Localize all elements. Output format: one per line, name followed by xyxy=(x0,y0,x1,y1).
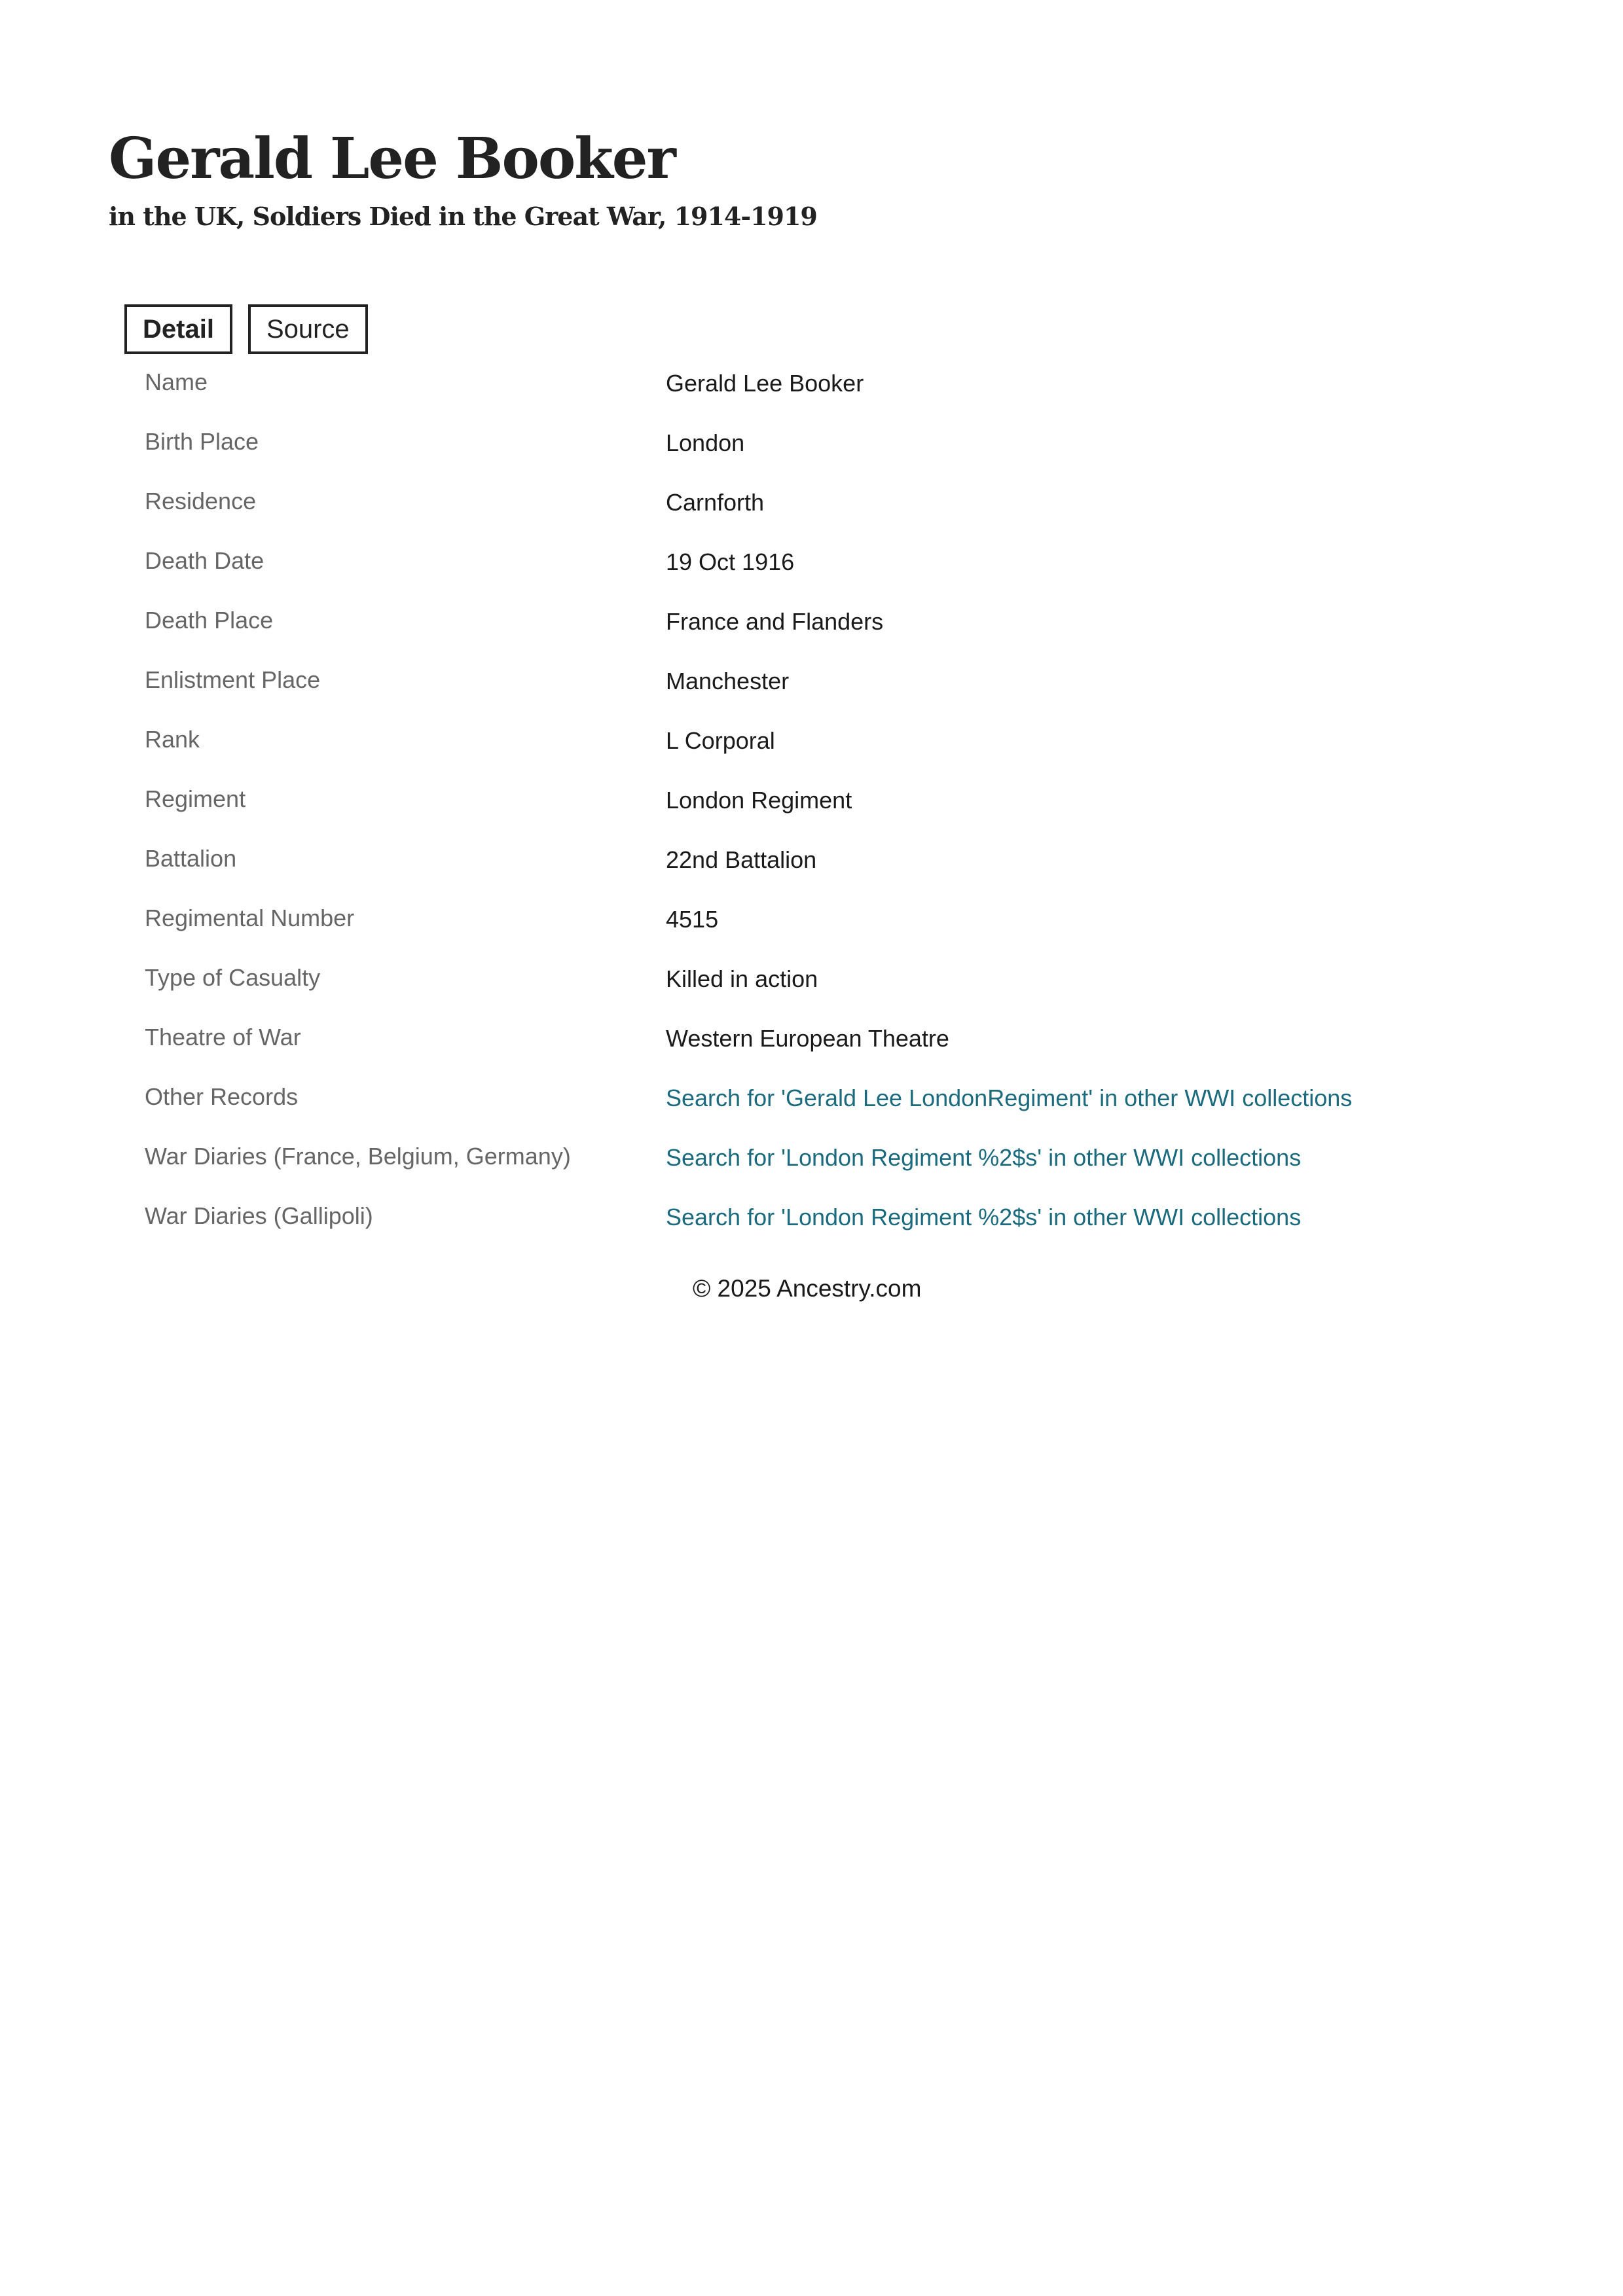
record-label: Other Records xyxy=(145,1083,299,1110)
record-row-theatre-of-war xyxy=(145,1022,1520,1081)
record-label: Battalion xyxy=(145,845,237,872)
tab-detail[interactable]: Detail xyxy=(124,304,232,354)
record-value: Killed in action xyxy=(666,965,818,992)
record-tabs xyxy=(124,304,368,354)
record-row-regimental-number xyxy=(145,903,1520,962)
record-label: Death Date xyxy=(145,547,264,574)
record-row-battalion xyxy=(145,843,1520,903)
record-row-death-date xyxy=(145,545,1520,605)
page-title: Gerald Lee Booker xyxy=(109,126,675,192)
record-label: War Diaries (France, Belgium, Germany) xyxy=(145,1143,571,1170)
record-row-war-diaries-france xyxy=(145,1141,1520,1200)
record-value: London Regiment xyxy=(666,787,852,814)
record-label: Residence xyxy=(145,488,257,514)
war-diaries-gallipoli-search-link[interactable]: Search for 'London Regiment %2$s' in other WWI collections xyxy=(666,1204,1302,1230)
record-row-type-of-casualty xyxy=(145,962,1520,1022)
record-row-war-diaries-gallipoli xyxy=(145,1200,1520,1260)
record-value: 22nd Battalion xyxy=(666,846,817,873)
record-label: Theatre of War xyxy=(145,1024,301,1050)
record-label: Regimental Number xyxy=(145,905,355,931)
record-label: Enlistment Place xyxy=(145,666,321,693)
record-row-name xyxy=(145,367,1520,426)
record-value: Manchester xyxy=(666,668,790,694)
copyright-footer: © 2025 Ancestry.com xyxy=(693,1275,922,1302)
record-value: Western European Theatre xyxy=(666,1025,949,1052)
record-value: London xyxy=(666,429,745,456)
record-value: Gerald Lee Booker xyxy=(666,370,864,397)
record-row-birth-place xyxy=(145,426,1520,486)
record-value: 4515 xyxy=(666,906,719,933)
record-row-other-records xyxy=(145,1081,1520,1141)
record-value: 19 Oct 1916 xyxy=(666,548,795,575)
record-value: Carnforth xyxy=(666,489,765,516)
record-label: Name xyxy=(145,368,208,395)
record-label: Birth Place xyxy=(145,428,259,455)
record-row-death-place xyxy=(145,605,1520,664)
record-value: L Corporal xyxy=(666,727,775,754)
record-detail-table xyxy=(145,367,1520,1260)
other-records-search-link[interactable]: Search for 'Gerald Lee LondonRegiment' in other WWI collections xyxy=(666,1085,1353,1111)
tab-source[interactable]: Source xyxy=(248,304,368,354)
record-value: France and Flanders xyxy=(666,608,884,635)
record-label: Type of Casualty xyxy=(145,964,321,991)
collection-subtitle: in the UK, Soldiers Died in the Great War, 1914-1919 xyxy=(109,202,817,231)
record-row-regiment xyxy=(145,783,1520,843)
record-label: Rank xyxy=(145,726,200,753)
record-row-residence xyxy=(145,486,1520,545)
record-row-enlistment-place xyxy=(145,664,1520,724)
record-label: Death Place xyxy=(145,607,274,634)
war-diaries-france-search-link[interactable]: Search for 'London Regiment %2$s' in other WWI collections xyxy=(666,1144,1302,1171)
record-label: Regiment xyxy=(145,785,246,812)
record-row-rank xyxy=(145,724,1520,783)
record-label: War Diaries (Gallipoli) xyxy=(145,1202,373,1229)
